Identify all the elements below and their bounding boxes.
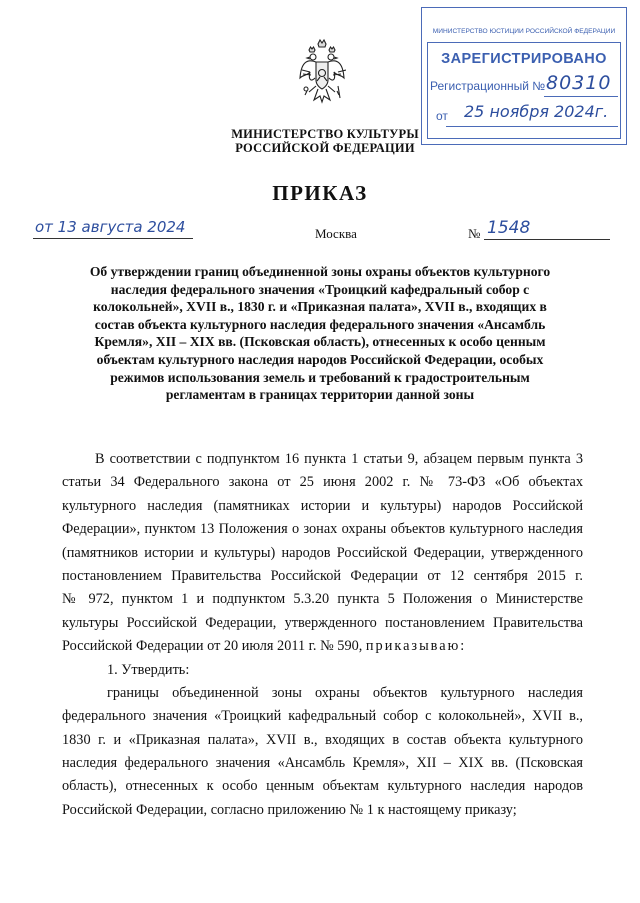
document-body — [62, 448, 583, 822]
number-sign: № — [468, 226, 481, 241]
body-line: Федерации», пунктом 13 Положения о зонах охраны объектов культурного наследия — [62, 521, 583, 538]
body-line: культурного наследия (памятниках истории и культуры) народов Российской — [62, 497, 583, 514]
stamp-date-underline — [446, 126, 618, 127]
stamp-date-prefix: от — [436, 109, 448, 123]
document-title: ПРИКАЗ — [272, 181, 368, 205]
registration-stamp — [421, 7, 627, 145]
stamp-status: ЗАРЕГИСТРИРОВАНО — [441, 51, 607, 67]
heading-line: состав объекта культурного наследия федерального значения «Ансамбль — [94, 316, 546, 332]
body-line: 1830 г. и «Приказная палата», XVII в., входящих в состав объекта культурного — [62, 731, 583, 748]
date-underline — [33, 238, 193, 239]
body-line: В соответствии с подпунктом 16 пункта 1 статьи 9, абзацем первым пункта 3 — [95, 451, 583, 467]
body-line: наследия федерального значения «Ансамбль Кремля», XII – XIX вв. (Псковская — [62, 755, 583, 772]
document-heading — [70, 263, 570, 404]
heading-line: режимов использования земель и требований к градостроительным — [110, 369, 530, 385]
ministry-name — [230, 127, 420, 155]
body-line: (памятников истории и культуры) народов Российской Федерации, утвержденного — [62, 544, 583, 561]
date-number-line — [0, 218, 640, 242]
stamp-reg-date: 25 ноября 2024г. — [464, 102, 609, 121]
stamp-reg-number: 80310 — [546, 72, 612, 94]
stamp-number-underline — [544, 96, 618, 97]
document-number: 1548 — [487, 218, 531, 238]
ministry-line-1: МИНИСТЕРСТВО КУЛЬТУРЫ — [231, 127, 419, 141]
body-line-text: Российской Федерации от 20 июля 2011 г. № 590, — [62, 638, 363, 655]
state-emblem-icon — [298, 36, 346, 126]
heading-line: Кремля», XII – XIX вв. (Псковская область), отнесенных к особо ценным — [94, 334, 546, 350]
document-date: от 13 августа 2024 — [35, 218, 186, 236]
ministry-line-2: РОССИЙСКОЙ ФЕДЕРАЦИИ — [235, 141, 415, 155]
body-line: границы объединенной зоны охраны объектов культурного наследия — [107, 684, 583, 701]
heading-line: объектам культурного наследия народов Российской Федерации, особых — [96, 351, 544, 367]
heading-line: колокольней», XVII в., 1830 г. и «Приказная палата», XVII в., входящих в — [93, 299, 547, 315]
heading-line: наследия федерального значения «Троицкий кафедральный собор с — [110, 281, 530, 297]
body-line: федерального значения «Троицкий кафедральный собор с колокольней», XVII в., — [62, 708, 583, 725]
body-line: Российской Федерации, согласно приложению № 1 к настоящему приказу; — [62, 801, 517, 818]
heading-line: регламентам в границах территории данной зоны — [165, 387, 475, 403]
body-line: № 972, пунктом 1 и подпунктом 5.3.20 пункта 5 Положения о Министерстве — [62, 591, 583, 608]
stamp-reg-label: Регистрационный № — [430, 79, 546, 93]
body-line: статьи 34 Федерального закона от 25 июня 2002 г. № 73-ФЗ «Об объектах — [62, 474, 583, 491]
body-line: культуры Российской Федерации, утвержденного постановлением Правительства — [62, 614, 583, 631]
body-line: область), отнесенных к особо ценным объектам культурного наследия народов — [62, 778, 583, 795]
body-line — [62, 635, 583, 658]
body-line: постановлением Правительства Российской Федерации от 12 сентября 2015 г. — [62, 567, 583, 584]
order-word: приказываю: — [365, 638, 467, 655]
item-1: 1. Утвердить: — [107, 661, 190, 678]
heading-line: Об утверждении границ объединенной зоны охраны объектов культурного — [89, 264, 551, 279]
number-underline — [484, 239, 610, 240]
document-city: Москва — [315, 226, 357, 241]
stamp-organization: МИНИСТЕРСТВО ЮСТИЦИИ РОССИЙСКОЙ ФЕДЕРАЦИИ — [432, 28, 616, 35]
